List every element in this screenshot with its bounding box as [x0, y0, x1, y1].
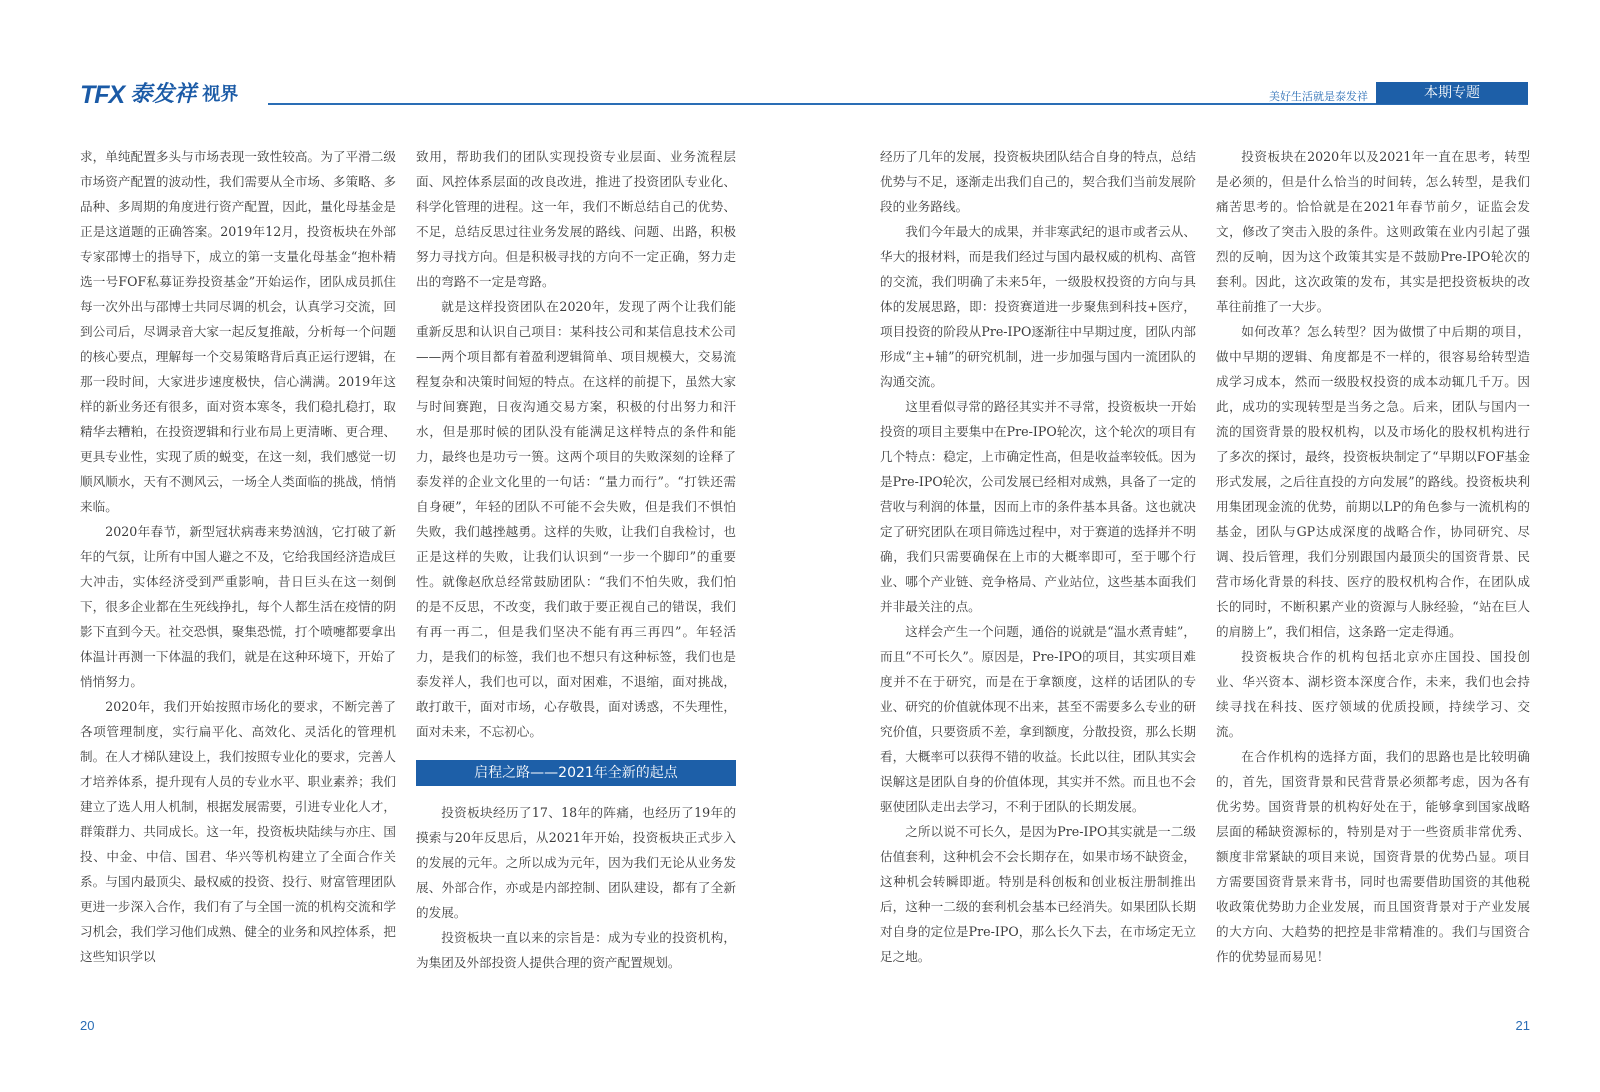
section-title: 启程之路——2021年全新的起点 [416, 760, 736, 786]
topic-tab: 本期专题 [1376, 82, 1528, 104]
page-header [80, 82, 1528, 108]
paragraph: 投资板块一直以来的宗旨是：成为专业的投资机构，为集团及外部投资人提供合理的资产配置规划。 [416, 930, 736, 970]
page-number-right: 21 [1515, 1018, 1530, 1033]
paragraph: 求，单纯配置多头与市场表现一致性较高。为了平滑二级市场资产配置的波动性，我们需要从全市场、多策略、多品种、多周期的角度进行资产配置，因此，量化母基金是正是这道题的正确答案。2019年12月，投资板块在外部专家邵博士的指导下，成立的第一支量化母基金“抱朴精选一号FOF私募证券投资基金”开始运作，团队成员抓住每一次外出与邵博士共同尽调的机会，认真学习交流，回到公司后，尽调录音大家一起反复推敲，分析每一个问题的核心要点，理解每一个交易策略背后真正运行逻辑，在那一段时间，大家进步速度极快，信心满满。2019年这样的新业务还有很多，面对资本寒冬，我们稳扎稳打，取精华去糟粕，在投资逻辑和行业布局上更清晰、更合理、更具专业性，实现了质的蜕变，在这一刻，我们感觉一切顺风顺水，天有不测风云，一场全人类面临的挑战，悄悄来临。 [80, 149, 396, 514]
column-3 [880, 144, 1196, 969]
paragraph: 经历了几年的发展，投资板块团队结合自身的特点，总结优势与不足，逐渐走出我们自己的，契合我们当前发展阶段的业务路线。 [880, 149, 1196, 214]
paragraph: 如何改革？怎么转型？因为做惯了中后期的项目，做中早期的逻辑、角度都是不一样的，很容易给转型造成学习成本，然而一级股权投资的成本动辄几千万。因此，成功的实现转型是当务之急。后来，团队与国内一流的国资背景的股权机构，以及市场化的股权机构进行了多次的探讨，最终，投资板块制定了“早期以FOF基金形式发展，之后往直投的方向发展”的路线。投资板块利用集团现金流的优势，前期以LP的角色参与一流机构的基金，团队与GP达成深度的战略合作，协同研究、尽调、投后管理，我们分别跟国内最顶尖的国资背景、民营市场化背景的科技、医疗的股权机构合作，在团队成长的同时，不断积累产业的资源与人脉经验，“站在巨人的肩膀上”，我们相信，这条路一定走得通。 [1216, 324, 1530, 639]
paragraph: 2020年春节，新型冠状病毒来势汹汹，它打破了新年的气氛，让所有中国人避之不及，它给我国经济造成巨大冲击，实体经济受到严重影响，昔日巨头在这一刻倒下，很多企业都在生死线挣扎，每个人都生活在疫情的阴影下直到今天。社交恐惧，聚集恐慌，打个喷嚏都要拿出体温计再测一下体温的我们，就是在这种环境下，开始了悄悄努力。 [80, 524, 396, 689]
paragraph: 投资板块在2020年以及2021年一直在思考，转型是必须的，但是什么恰当的时间转，怎么转型，是我们痛苦思考的。恰恰就是在2021年春节前夕，证监会发文，修改了突击入股的条件。这则政策在业内引起了强烈的反响，因为这个政策其实是不鼓励Pre-IPO轮次的套利。因此，这次政策的发布，其实是把投资板块的改革往前推了一大步。 [1216, 149, 1530, 314]
tfx-logo [80, 82, 238, 108]
paragraph: 这样会产生一个问题，通俗的说就是“温水煮青蛙”，而且“不可长久”。原因是，Pre-IPO的项目，其实项目难度并不在于研究，而是在于拿额度，这样的话团队的专业、研究的价值就体现不出来，甚至不需要多么专业的研究价值，只要资质不差，拿到额度，分散投资，那么长期看，大概率可以获得不错的收益。长此以往，团队其实会误解这是团队自身的价值体现，其实并不然。而且也不会驱使团队走出去学习，不利于团队的长期发展。 [880, 624, 1196, 814]
header-slogan: 美好生活就是泰发祥 [1269, 90, 1368, 103]
column-2 [416, 144, 736, 975]
paragraph: 投资板块合作的机构包括北京亦庄国投、国投创业、华兴资本、湖杉资本深度合作，未来，我们也会持续寻找在科技、医疗领域的优质投顾，持续学习、交流。 [1216, 649, 1530, 739]
logo-cn: 泰发祥 [130, 82, 197, 107]
paragraph: 我们今年最大的成果，并非寒武纪的退市或者云从、华大的报材料，而是我们经过与国内最权威的机构、高管的交流，我们明确了未来5年，一级股权投资的方向与具体的发展思路，即：投资赛道进一步聚焦到科技+医疗，项目投资的阶段从Pre-IPO逐渐往中早期过度，团队内部形成“主+辅”的研究机制，进一步加强与国内一流团队的沟通交流。 [880, 224, 1196, 389]
paragraph: 之所以说不可长久，是因为Pre-IPO其实就是一二级估值套利，这种机会不会长期存在，如果市场不缺资金，这种机会转瞬即逝。特别是科创板和创业板注册制推出后，这种一二级的套利机会基本已经消失。如果团队长期对自身的定位是Pre-IPO，那么长久下去，在市场定无立足之地。 [880, 824, 1196, 964]
paragraph: 投资板块经历了17、18年的阵痛，也经历了19年的摸索与20年反思后，从2021年开始，投资板块正式步入的发展的元年。之所以成为元年，因为我们无论从业务发展、外部合作，亦或是内部控制、团队建设，都有了全新的发展。 [416, 805, 736, 920]
paragraph: 这里看似寻常的路径其实并不寻常，投资板块一开始投资的项目主要集中在Pre-IPO轮次，这个轮次的项目有几个特点：稳定，上市确定性高，但是收益率较低。因为是Pre-IPO轮次，公司发展已经相对成熟，具备了一定的营收与利润的体量，因而上市的条件基本具备。这也就决定了研究团队在项目筛选过程中，对于赛道的选择并不明确，我们只需要确保在上市的大概率即可，至于哪个行业、哪个产业链、竞争格局、产业站位，这些基本面我们并非最关注的点。 [880, 399, 1196, 614]
column-4 [1216, 144, 1530, 969]
logo-en: TFX [80, 81, 125, 109]
paragraph: 就是这样投资团队在2020年，发现了两个让我们能重新反思和认识自己项目：某科技公司和某信息技术公司——两个项目都有着盈利逻辑简单、项目规模大，交易流程复杂和决策时间短的特点。在这样的前提下，虽然大家与时间赛跑，日夜沟通交易方案，积极的付出努力和汗水，但是那时候的团队没有能满足这样特点的条件和能力，最终也是功亏一篑。这两个项目的失败深刻的诠释了泰发祥的企业文化里的一句话：“量力而行”。“打铁还需自身硬”，年轻的团队不可能不会失败，但是我们不惧怕失败，我们越挫越勇。这样的失败，让我们自我检讨，也正是这样的失败，让我们认识到“一步一个脚印”的重要性。就像赵欣总经常鼓励团队：“我们不怕失败，我们怕的是不反思，不改变，我们敢于要正视自己的错误，我们有再一再二，但是我们坚决不能有再三再四”。年轻活力，是我们的标签，我们也不想只有这种标签，我们也是泰发祥人，我们也可以，面对困难，不退缩，面对挑战，敢打敢干，面对市场，心存敬畏，面对诱惑，不失理性，面对未来，不忘初心。 [416, 299, 736, 739]
page-number-left: 20 [80, 1018, 95, 1033]
logo-sub: 视界 [202, 84, 239, 105]
paragraph: 在合作机构的选择方面，我们的思路也是比较明确的，首先，国资背景和民营背景必须都考虑，因为各有优劣势。国资背景的机构好处在于，能够拿到国家战略层面的稀缺资源标的，特别是对于一些资质非常优秀、额度非常紧缺的项目来说，国资背景的优势凸显。项目方需要国资背景来背书，同时也需要借助国资的其他税收政策优势助力企业发展，而且国资背景对于产业发展的大方向、大趋势的把控是非常精准的。我们与国资合作的优势显而易见！ [1216, 749, 1530, 964]
paragraph: 2020年，我们开始按照市场化的要求，不断完善了各项管理制度，实行扁平化、高效化、灵活化的管理机制。在人才梯队建设上，我们按照专业化的要求，完善人才培养体系，提升现有人员的专业水平、职业素养；我们建立了选人用人机制，根据发展需要，引进专业化人才，群策群力、共同成长。这一年，投资板块陆续与亦庄、国投、中金、中信、国君、华兴等机构建立了全面合作关系。与国内最顶尖、最权威的投资、投行、财富管理团队更进一步深入合作，我们有了与全国一流的机构交流和学习机会，我们学习他们成熟、健全的业务和风控体系，把这些知识学以 [80, 699, 396, 964]
column-1 [80, 144, 396, 969]
paragraph: 致用，帮助我们的团队实现投资专业层面、业务流程层面、风控体系层面的改良改进，推进了投资团队专业化、科学化管理的进程。这一年，我们不断总结自己的优势、不足，总结反思过往业务发展的路线、问题、出路，积极努力寻找方向。但是积极寻找的方向不一定正确，努力走出的弯路不一定是弯路。 [416, 149, 736, 289]
